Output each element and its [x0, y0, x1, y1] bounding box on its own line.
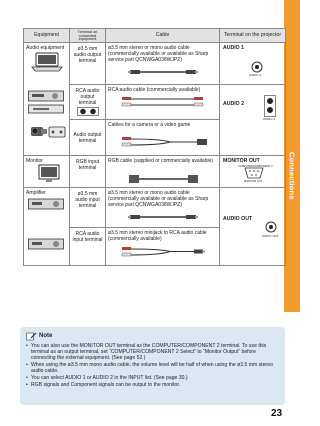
cable-description: Cables for a camera or a video game [108, 122, 191, 128]
table-header-row [24, 29, 286, 43]
audio-jack-icon [250, 60, 264, 74]
amplifier-terminal-cell-1 [70, 188, 106, 228]
header-projector-terminal: Terminal on the projector [220, 29, 286, 43]
audio-terminal-cell-3 [70, 120, 106, 156]
port-caption: AUDIO OUT [262, 234, 279, 238]
terminal-label: ø3.5 mm audio input terminal [75, 191, 100, 209]
port-caption: AUDIO 1 [249, 73, 262, 77]
audio-cable-cell-2 [106, 85, 220, 120]
audio-terminal-cell-1 [70, 43, 106, 85]
note-title: Note [39, 333, 53, 339]
amplifier-cable-cell-2 [106, 228, 220, 266]
audio-jack-icon [264, 220, 278, 234]
port-caption: COMPUTER/COMPONENT 2 [238, 165, 273, 168]
audio-equipment-cell [24, 43, 70, 156]
audio1-projector-cell [220, 43, 286, 85]
note-pencil-icon [26, 332, 37, 341]
monitor-icon [38, 164, 60, 184]
header-terminal: Terminal on connected equipment [70, 29, 106, 43]
amplifier-icon [28, 238, 64, 250]
terminal-label: RCA audio input terminal [72, 231, 103, 243]
rca-cable-icon [120, 95, 206, 109]
terminal-label: RGB input terminal [75, 159, 100, 171]
cable-description: ø3.5 mm stereo or mono audio cable (commercially available or available as Sharp service part QCNWGA038WJPZ) [108, 45, 209, 63]
table-row [24, 43, 286, 85]
amplifier-cable-cell-1 [106, 188, 220, 228]
laptop-icon [30, 52, 64, 72]
list-item: • RGB signals and Component signals can be output to the monitor. [26, 382, 279, 388]
video-camera-icon [30, 123, 48, 139]
rca-jack-pair-icon [264, 95, 276, 117]
connection-table [23, 28, 286, 266]
table-row [24, 156, 286, 188]
minijack-cable-icon [128, 210, 198, 224]
audio2-projector-cell [220, 85, 286, 156]
note-heading [26, 331, 279, 341]
port-caption: AUDIO 2 [263, 117, 276, 121]
cable-description: ø3.5 mm stereo or mono audio cable (commercially available or available as Sharp service part QCNWGA038WJPZ) [108, 190, 209, 208]
terminal-label: ø3.5 mm audio output terminal [73, 46, 102, 64]
section-tab-label: Connections [287, 152, 297, 200]
audio-receiver-icon [28, 90, 64, 102]
projector-terminal-label: AUDIO 1 [223, 45, 245, 51]
equipment-label: Audio equipment [26, 45, 65, 51]
amplifier-equipment-cell [24, 188, 70, 266]
monitor-terminal-cell [70, 156, 106, 188]
monitor-cable-cell [106, 156, 220, 188]
list-item: • When using the ø3.5 mm mono audio cable, the volume level will be half of when using the ø3.5 mm stereo audio cable. [26, 362, 279, 374]
vga-port-icon [244, 167, 264, 179]
projector-terminal-label: MONITOR OUT [223, 158, 260, 164]
amplifier-icon [28, 198, 64, 210]
terminal-label: RCA audio output terminal [75, 88, 100, 106]
av-cable-icon [120, 131, 210, 153]
equipment-label: Monitor [26, 158, 43, 164]
rca-jack-pair-icon [77, 107, 99, 116]
minijack-cable-icon [128, 65, 198, 79]
cable-description: RCA audio cable (commercially available) [108, 87, 201, 93]
page-number: 23 [271, 408, 283, 419]
amplifier-terminal-cell-2 [70, 228, 106, 266]
minijack-to-rca-cable-icon [120, 243, 206, 261]
projector-terminal-label: AUDIO 2 [223, 101, 245, 107]
section-tab [284, 0, 300, 312]
header-cable: Cable [106, 29, 220, 43]
game-console-icon [48, 125, 66, 139]
video-deck-icon [28, 104, 64, 114]
audio-terminal-cell-2 [70, 85, 106, 120]
rgb-cable-icon [128, 172, 200, 186]
note-box [20, 327, 285, 405]
cable-description: ø3.5 mm stereo minijack to RCA audio cable (commercially available) [108, 230, 207, 242]
projector-terminal-label: AUDIO OUT [223, 216, 253, 222]
port-caption: MONITOR OUT [244, 180, 263, 183]
equipment-label: Amplifier [26, 190, 46, 196]
table-row [24, 188, 286, 228]
cable-description: RGB cable (supplied or commercially available) [108, 158, 214, 164]
list-item: • You can select AUDIO 1 or AUDIO 2 in the INPUT list. (See page 30.) [26, 375, 279, 381]
monitor-out-projector-cell [220, 156, 286, 188]
header-equipment: Equipment [24, 29, 70, 43]
audio-cable-cell-3 [106, 120, 220, 156]
terminal-label: Audio output terminal [73, 131, 102, 144]
list-item: • You can also use the MONITOR OUT terminal as the COMPUTER/COMPONENT 2 terminal. To use this terminal as an output terminal, set “COMPUTER/COMPONENT 2 Select” to “Monitor Output” before connecting the external equipment. (See page 52.) [26, 343, 279, 362]
audio-cable-cell-1 [106, 43, 220, 85]
note-list [26, 343, 279, 388]
audio-out-projector-cell [220, 188, 286, 266]
monitor-equipment-cell [24, 156, 70, 188]
